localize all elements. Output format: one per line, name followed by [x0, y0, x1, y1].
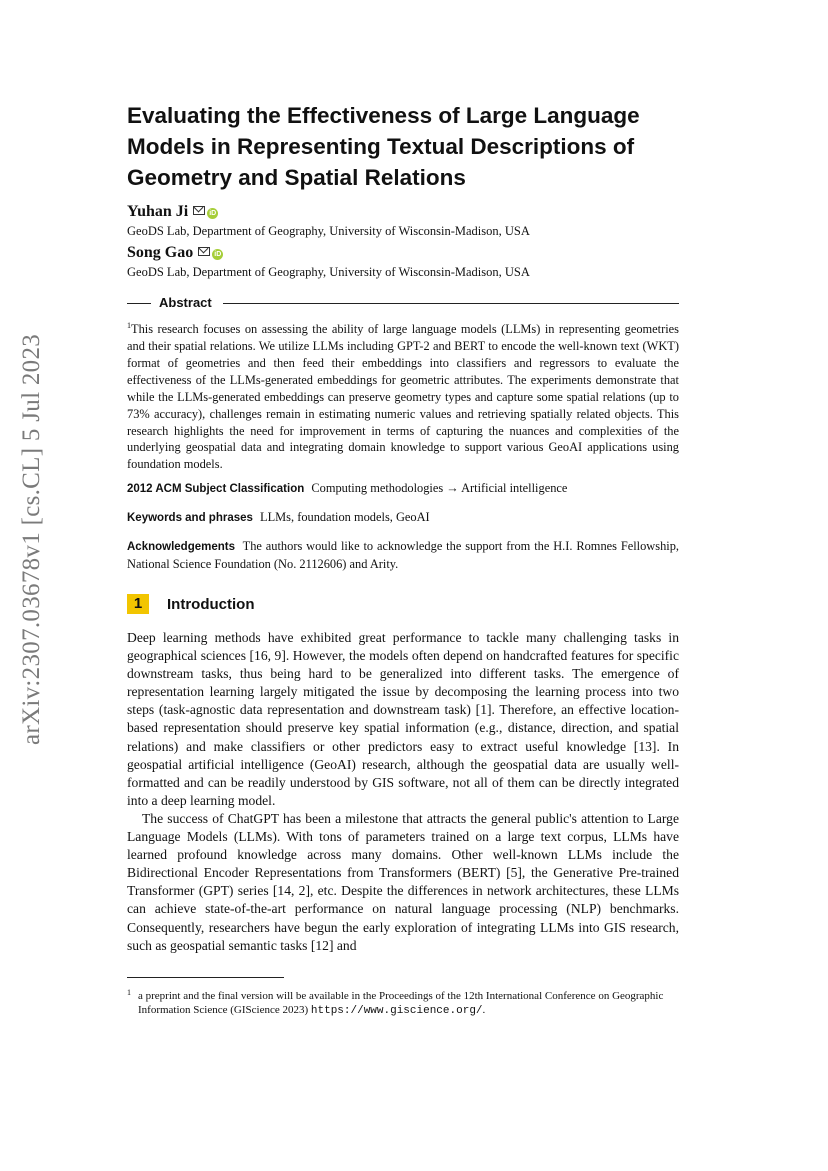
abstract-body: This research focuses on assessing the ability of large language models (LLMs) in representing geometries and their spatial relations. We utilize LLMs including GPT-2 and BERT to encode the well-known text (WKT) format of geometries and then feed their embeddings into classifiers and regressors to evaluate the effectiveness of the LLMs-generated embeddings for geometric attributes. The experiments demonstrate that while the LLMs-generated embeddings can preserve geometry types and capture some spatial relations (up to 73% accuracy), challenges remain in estimating numeric values and retrieving spatially related objects. This research highlights the need for improvement in terms of capturing the nuances and complexities of the underlying geospatial data and integrating domain knowledge to support various GeoAI applications using foundation models. [127, 322, 679, 472]
arxiv-identifier: arXiv:2307.03678v1 [cs.CL] 5 Jul 2023 [18, 333, 45, 745]
section-heading [127, 594, 254, 614]
acknowledgements [127, 538, 679, 573]
orcid-icon[interactable]: iD [214, 251, 222, 258]
author-name: Yuhan Ji [127, 203, 189, 220]
ack-value: The authors would like to acknowledge the support from the H.I. Romnes Fellowship, National Science Foundation (No. 2112606) and Arity. [127, 539, 680, 571]
intro-paragraph: The success of ChatGPT has been a milestone that attracts the general public's attention to Large Language Models (LLMs). With tons of parameters trained on a large text corpus, LLMs have learned profound knowledge across many domains. Other well-known LLMs include the Bidirectional Encoder Representations from Transformers (BERT) [5], the Generative Pre-trained Transformer (GPT) series [14, 2], etc. Despite the differences in network architectures, these LLMs can achieve state-of-the-art performance on natural language processing (NLP) benchmarks. Consequently, researchers have begun the early exploration of integrating LLMs into GIS research, such as geospatial semantic tasks [12] and [127, 811, 679, 953]
section-title: Introduction [167, 595, 255, 613]
author-affiliation: GeoDS Lab, Department of Geography, University of Wisconsin-Madison, USA [127, 224, 530, 238]
footnote-marker: 1 [127, 321, 131, 330]
acm-classification [127, 480, 679, 498]
ack-label: Acknowledgements [127, 541, 235, 553]
author-block [127, 203, 530, 239]
paper-title: Evaluating the Effectiveness of Large Language Models in Representing Textual Descriptions of Geometry and Spatial Relations [127, 103, 640, 190]
acm-value: Computing methodologies → Artificial intelligence [311, 481, 568, 495]
footnote-marker: 1 [127, 988, 131, 997]
footnote-link[interactable]: https://www.giscience.org/ [310, 1005, 483, 1017]
abstract-label: Abstract [159, 295, 212, 310]
envelope-icon[interactable] [198, 247, 210, 256]
abstract-text [127, 318, 679, 473]
rule-line [223, 303, 679, 304]
keywords-value: LLMs, foundation models, GeoAI [260, 510, 430, 524]
footnote-end: . [482, 1004, 486, 1016]
section-number: 1 [127, 594, 149, 614]
author-name: Song Gao [127, 244, 194, 261]
author-affiliation: GeoDS Lab, Department of Geography, University of Wisconsin-Madison, USA [127, 265, 530, 279]
footnote [127, 989, 682, 1018]
envelope-icon[interactable] [193, 206, 205, 215]
abstract-heading [127, 295, 679, 311]
keywords [127, 509, 679, 527]
acm-label: 2012 ACM Subject Classification [127, 483, 305, 495]
orcid-icon[interactable]: iD [209, 210, 217, 217]
footnote-text: a preprint and the final version will be available in the Proceedings of the 12th International Conference on Geographic Information Science (GIScience 2023) [138, 990, 664, 1016]
rule-line [127, 303, 151, 304]
intro-paragraph: Deep learning methods have exhibited great performance to tackle many challenging tasks in geographical sciences [16, 9]. However, the models often depend on handcrafted features for specific downstream tasks, thus being hard to be generalized into different tasks. The emergence of representation learning largely mitigated the issue by decomposing the learning process into two steps (task-agnostic data representation and downstream task) [1]. Therefore, an effective location-based representation should preserve key spatial information (e.g., distance, direction, and spatial relations) and make classifiers or other predictors easy to extract useful knowledge [13]. In geospatial artificial intelligence (GeoAI) research, although the geospatial data are usually well-formatted and can be readily understood by GIS software, not all of them can be directly integrated into a deep learning model. [127, 630, 679, 808]
keywords-label: Keywords and phrases [127, 512, 253, 524]
author-block [127, 244, 530, 280]
footnote-rule [127, 977, 284, 978]
